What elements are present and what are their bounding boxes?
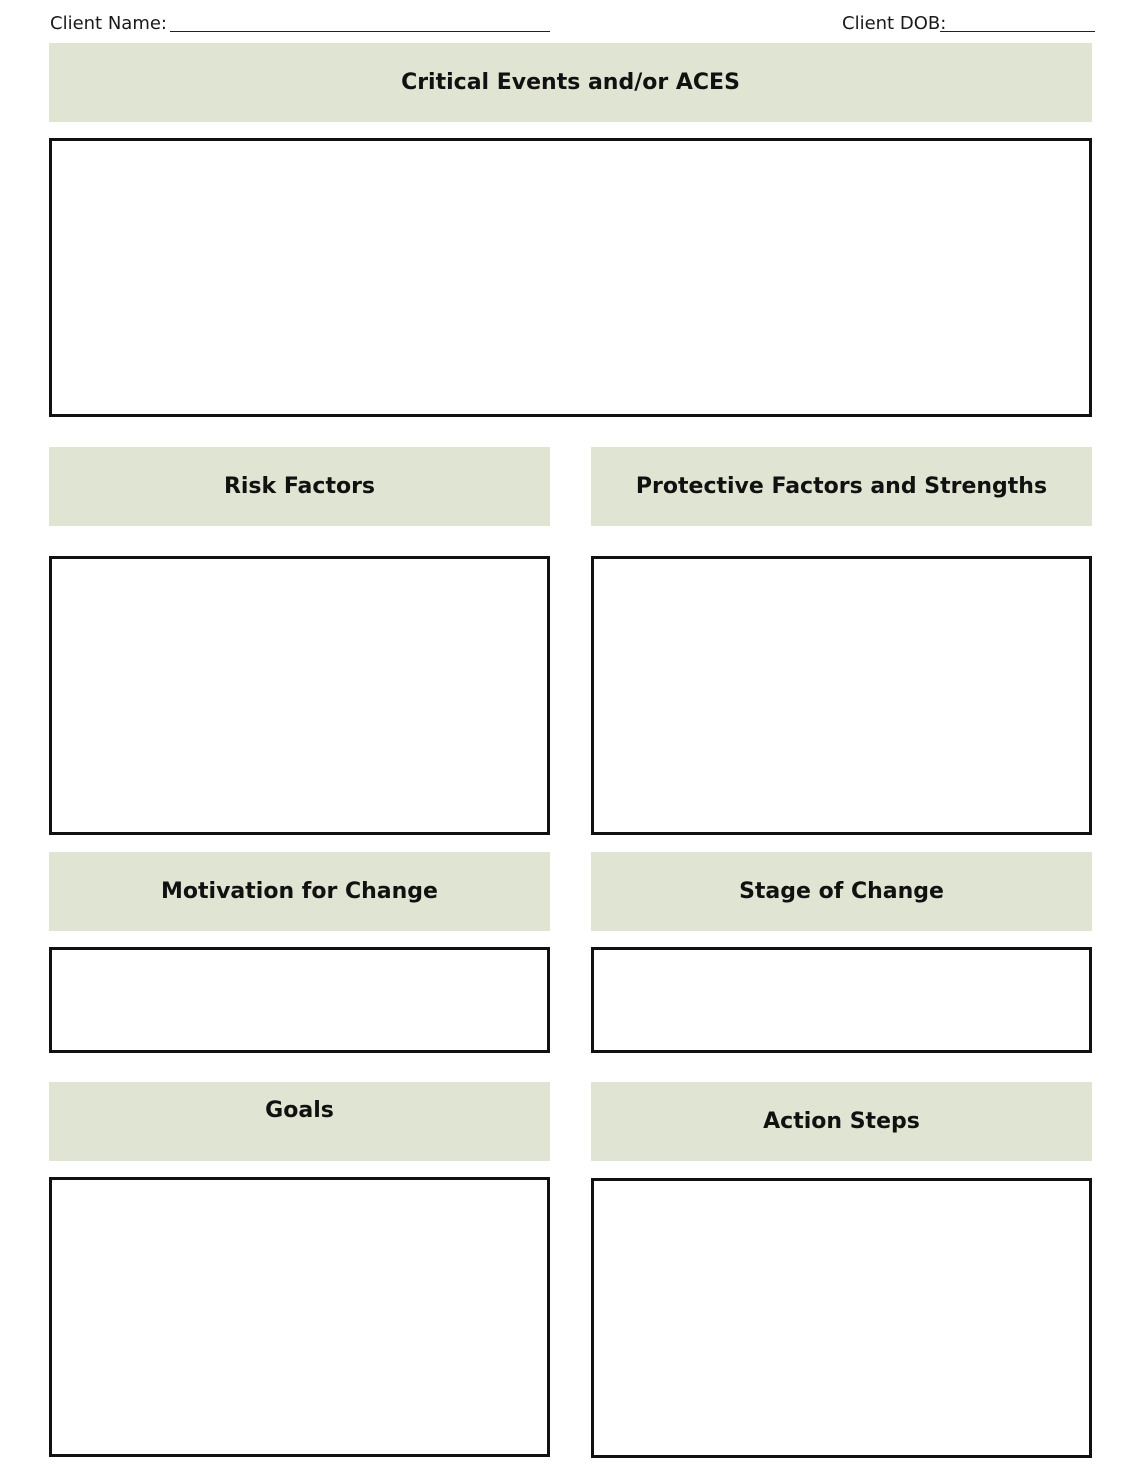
- motivation-header: Motivation for Change: [49, 852, 550, 931]
- protective-factors-box[interactable]: [591, 556, 1092, 835]
- protective-factors-header: Protective Factors and Strengths: [591, 447, 1092, 526]
- goals-header: Goals: [49, 1082, 550, 1161]
- client-name-label: Client Name:: [50, 13, 167, 34]
- critical-events-box[interactable]: [49, 138, 1092, 417]
- client-dob-field[interactable]: [940, 31, 1095, 32]
- action-steps-box[interactable]: [591, 1178, 1092, 1458]
- client-name-field[interactable]: [170, 31, 550, 32]
- client-dob-label: Client DOB:: [842, 13, 947, 34]
- risk-factors-header: Risk Factors: [49, 447, 550, 526]
- motivation-box[interactable]: [49, 947, 550, 1053]
- risk-factors-box[interactable]: [49, 556, 550, 835]
- stage-header: Stage of Change: [591, 852, 1092, 931]
- stage-box[interactable]: [591, 947, 1092, 1053]
- action-steps-header: Action Steps: [591, 1082, 1092, 1161]
- critical-events-header: Critical Events and/or ACES: [49, 43, 1092, 122]
- goals-box[interactable]: [49, 1177, 550, 1457]
